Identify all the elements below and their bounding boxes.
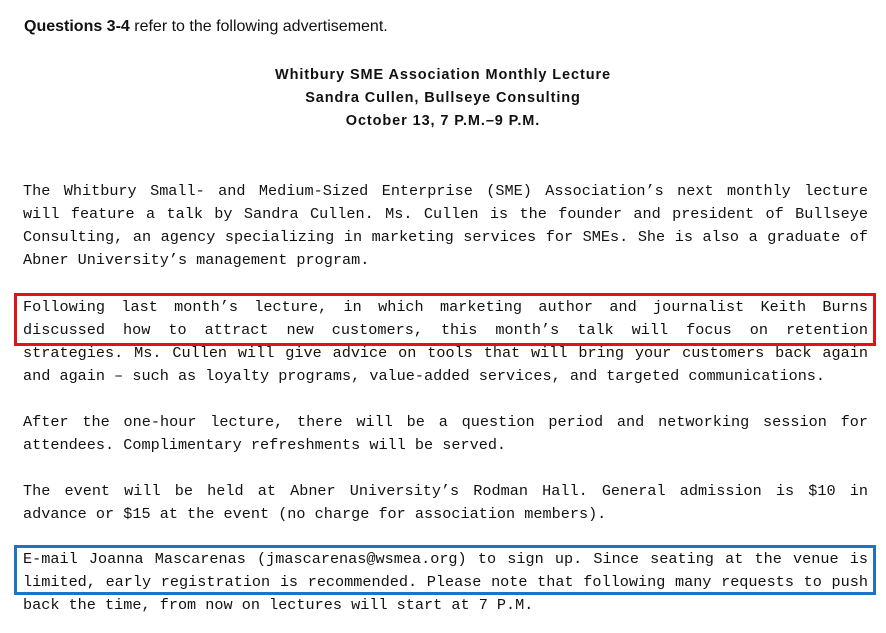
highlight-box-blue	[14, 545, 876, 595]
paragraph-intro: The Whitbury Small- and Medium-Sized Enterprise (SME) Association’s next monthly lecture will feature a talk by Sandra Cullen. Ms. Cullen is the founder and president of Bullseye Consulting, an agency specializing in marketing services for SMEs. She is also a graduate of Abner University’s management program.	[23, 182, 868, 269]
ad-title: Whitbury SME Association Monthly Lecture	[275, 67, 611, 83]
ad-speaker: Sandra Cullen, Bullseye Consulting	[305, 90, 581, 106]
question-intro-text: refer to the following advertisement.	[129, 18, 388, 35]
highlight-box-red	[14, 293, 876, 346]
paragraph-schedule: After the one-hour lecture, there will be a question period and networking session for attendees. Complimentary refreshments will be served.	[23, 413, 868, 454]
question-intro	[24, 18, 388, 36]
ad-date-time: October 13, 7 P.M.–9 P.M.	[345, 113, 541, 129]
paragraph-registration: E-mail Joanna Mascarenas (jmascarenas@wsmea.org) to sign up. Since seating at the venue is limited, early registration is recommended. Please note that following many requests to push back the time, from now on lectures will start at 7 P.M.	[23, 550, 868, 614]
question-range: Questions 3-4	[24, 18, 130, 35]
paragraph-topic: Following last month’s lecture, in which marketing author and journalist Keith Burns discussed how to attract new customers, this month’s talk will focus on retention strategies. Ms. Cullen will give advice on tools that will bring your customers back again and again – such as loyalty programs, value-added services, and targeted communications.	[23, 298, 868, 385]
paragraph-venue: The event will be held at Abner University’s Rodman Hall. General admission is $10 in advance or $15 at the event (no charge for association members).	[23, 482, 868, 523]
